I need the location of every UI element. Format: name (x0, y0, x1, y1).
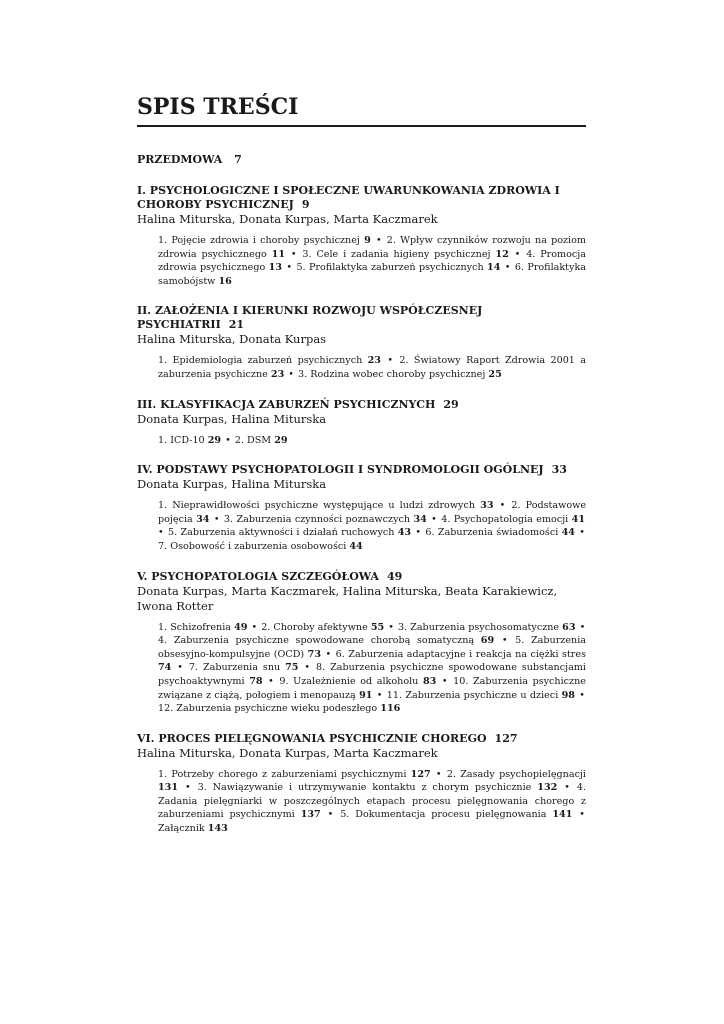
section-label: 1. Schizofrenia (158, 621, 232, 633)
section-entry[interactable] (158, 622, 247, 633)
bullet-separator: • (494, 500, 511, 512)
section-page: 16 (218, 275, 232, 287)
section-label: 5. Dokumentacja procesu pielęgnowania (340, 809, 547, 821)
section-page: 49 (234, 621, 248, 633)
section-label: 3. Nawiązywanie i utrzymywanie kontaktu z chorym psychicznie (197, 782, 532, 794)
section-label: 2. DSM (234, 434, 272, 446)
section-page: 34 (413, 513, 427, 525)
section-entry[interactable] (158, 435, 221, 446)
section-page: 55 (370, 621, 385, 633)
section-page: 29 (207, 434, 222, 446)
section-label: 1. Pojęcie zdrowia i choroby psychicznej (158, 235, 360, 246)
chapter-entry (137, 570, 586, 716)
section-list (158, 434, 586, 448)
section-entry[interactable] (158, 703, 400, 714)
bullet-separator: • (222, 434, 234, 446)
section-label: 8. Zaburzenia psychiczne spowodowane substancjami psychoaktywnymi (158, 662, 586, 687)
bullet-separator: • (573, 809, 585, 821)
section-entry[interactable] (158, 500, 494, 511)
chapter-authors: Halina Miturska, Donata Kurpas (137, 332, 327, 347)
bullet-separator: • (286, 248, 302, 260)
section-page: 44 (349, 540, 363, 552)
chapter-title-text: VI. PROCES PIELĘGNOWANIA PSYCHICZNIE CHOREGO (137, 731, 487, 745)
section-page: 75 (285, 662, 299, 674)
section-page: 98 (561, 689, 575, 701)
chapter-authors: Halina Miturska, Donata Kurpas, Marta Kaczmarek (137, 745, 438, 760)
section-page: 44 (561, 527, 575, 539)
chapter-title[interactable] (137, 304, 586, 332)
bullet-separator: • (299, 662, 316, 674)
section-label: 5. Profilaktyka zaburzeń psychicznych (296, 262, 484, 274)
section-list (158, 621, 586, 716)
bullet-separator: • (210, 513, 223, 525)
section-label: 9. Uzależnienie od alkoholu (279, 675, 419, 687)
bullet-separator: • (371, 235, 386, 246)
chapter-list (137, 184, 586, 836)
chapter-entry (137, 304, 586, 381)
chapter-title[interactable] (137, 570, 586, 584)
section-page: 25 (488, 368, 502, 380)
section-label: 4. Psychopatologia emocji (441, 513, 569, 525)
bullet-separator: • (385, 621, 397, 633)
section-page: 83 (422, 675, 437, 687)
bullet-separator: • (172, 662, 188, 674)
section-page: 23 (367, 355, 381, 367)
section-label: 12. Zaburzenia psychiczne wieku podeszłego (158, 703, 378, 715)
section-entry[interactable] (261, 622, 384, 633)
section-label: 11. Zaburzenia psychiczne u dzieci (386, 689, 559, 701)
section-entry[interactable] (168, 527, 411, 538)
section-page: 127 (410, 768, 431, 780)
section-label: 7. Zaburzenia snu (188, 662, 281, 674)
chapter-page: 127 (494, 731, 518, 745)
preface-label: PRZEDMOWA (137, 153, 223, 166)
bullet-separator: • (179, 782, 197, 794)
chapter-title-text: V. PSYCHOPATOLOGIA SZCZEGÓŁOWA (137, 569, 379, 583)
section-label: 2. Wpływ czynników rozwoju na poziom zdrowia psychicznego (158, 235, 586, 260)
chapter-title[interactable] (137, 463, 586, 477)
section-entry[interactable] (441, 514, 585, 525)
section-label: 1. Nieprawidłowości psychiczne występujące u ludzi zdrowych (158, 500, 476, 512)
section-entry[interactable] (158, 823, 228, 834)
bullet-separator: • (431, 768, 446, 780)
chapter-authors: Donata Kurpas, Halina Miturska (137, 411, 327, 426)
section-page: 143 (207, 823, 228, 835)
section-label: 3. Rodzina wobec choroby psychicznej (298, 368, 486, 380)
section-entry[interactable] (158, 769, 431, 780)
section-entry[interactable] (158, 355, 381, 366)
section-entry[interactable] (279, 676, 436, 687)
section-list (158, 234, 586, 288)
chapter-page: 9 (301, 198, 310, 211)
section-page: 74 (158, 662, 172, 674)
section-label: 3. Zaburzenia czynności poznawczych (223, 513, 411, 525)
section-label: 7. Osobowość i zaburzenia osobowości (158, 540, 347, 552)
chapter-title[interactable] (137, 184, 586, 212)
section-label: 6. Zaburzenia świadomości (425, 527, 559, 539)
section-page: 33 (480, 500, 494, 512)
section-entry[interactable] (296, 262, 500, 273)
bullet-separator: • (437, 675, 453, 687)
bullet-separator: • (576, 621, 586, 633)
section-entry[interactable] (235, 435, 288, 446)
bullet-separator: • (427, 513, 441, 525)
section-page: 69 (480, 635, 495, 647)
section-entry[interactable] (158, 541, 363, 552)
section-entry[interactable] (340, 809, 572, 820)
bullet-separator: • (381, 355, 399, 367)
bullet-separator: • (321, 809, 340, 821)
section-label: 4. Zadania pielęgniarki w poszczególnych etapach procesu pielęgnowania chorego z zaburzeniami psychicznymi (158, 782, 586, 821)
section-page: 34 (196, 513, 210, 525)
section-entry[interactable] (224, 514, 427, 525)
bullet-separator: • (283, 262, 296, 274)
section-label: 2. Zasady psychopielęgnacji (446, 768, 586, 780)
chapter-entry (137, 398, 586, 448)
section-entry[interactable] (398, 622, 576, 633)
section-entry[interactable] (198, 782, 558, 793)
section-page: 23 (270, 368, 285, 380)
chapter-page: 21 (228, 318, 245, 332)
section-label: 3. Cele i zadania higieny psychicznej (302, 248, 491, 260)
bullet-separator: • (285, 368, 298, 380)
bullet-separator: • (575, 689, 585, 701)
bullet-separator: • (575, 527, 585, 539)
section-list (158, 354, 586, 381)
section-page: 78 (249, 675, 263, 687)
chapter-title-text: I. PSYCHOLOGICZNE I SPOŁECZNE UWARUNKOWANIA ZDROWIA I CHOROBY PSYCHICZNEJ (137, 184, 560, 211)
preface-entry[interactable] (137, 153, 586, 166)
chapter-page: 49 (386, 569, 403, 583)
title-rule (137, 125, 586, 127)
section-list (158, 768, 586, 836)
chapter-entry (137, 463, 586, 553)
section-page: 91 (359, 689, 373, 701)
section-page: 14 (487, 262, 501, 274)
section-entry[interactable] (387, 690, 575, 701)
bullet-separator: • (509, 248, 526, 260)
section-entry[interactable] (302, 249, 508, 260)
section-label: 5. Zaburzenia obsesyjno-kompulsyjne (OCD) (158, 635, 586, 660)
section-page: 132 (537, 782, 558, 794)
chapter-page: 29 (443, 397, 459, 411)
chapter-authors: Donata Kurpas, Halina Miturska (137, 477, 327, 492)
section-page: 41 (571, 513, 586, 525)
section-label: 2. Choroby afektywne (261, 621, 368, 633)
chapter-title[interactable] (137, 732, 586, 746)
section-entry[interactable] (158, 235, 371, 246)
section-label: Załącznik (158, 823, 205, 835)
section-page: 9 (364, 235, 371, 246)
section-entry[interactable] (189, 662, 299, 673)
section-page: 63 (562, 621, 576, 633)
section-label: 2. Światowy Raport Zdrowia 2001 a zaburzenia psychiczne (158, 355, 586, 380)
table-of-contents (137, 93, 586, 852)
chapter-entry (137, 732, 586, 836)
section-label: 1. ICD-10 (158, 434, 205, 446)
section-page: 12 (495, 248, 509, 260)
section-page: 43 (397, 527, 412, 539)
chapter-title-text: II. ZAŁOŻENIA I KIERUNKI ROZWOJU WSPÓŁCZESNEJ PSYCHIATRII (137, 304, 483, 332)
section-label: 3. Zaburzenia psychosomatyczne (397, 621, 560, 633)
bullet-separator: • (373, 689, 386, 701)
section-page: 13 (268, 262, 282, 274)
section-entry[interactable] (298, 369, 502, 380)
bullet-separator: • (501, 262, 514, 274)
bullet-separator: • (158, 527, 167, 539)
bullet-separator: • (248, 621, 261, 633)
bullet-separator: • (558, 782, 576, 794)
chapter-title-text: III. KLASYFIKACJA ZABURZEŃ PSYCHICZNYCH (137, 397, 436, 411)
section-label: 4. Zaburzenia psychiczne spowodowane chorobą somatyczną (158, 635, 475, 647)
section-label: 2. Podstawowe pojęcia (158, 500, 586, 525)
bullet-separator: • (495, 635, 515, 647)
chapter-title-text: IV. PODSTAWY PSYCHOPATOLOGII I SYNDROMOLOGII OGÓLNEJ (137, 463, 544, 477)
preface-page: 7 (234, 153, 242, 166)
bullet-separator: • (322, 648, 335, 660)
section-label: 1. Epidemiologia zaburzeń psychicznych (158, 355, 363, 367)
section-page: 116 (380, 703, 401, 715)
section-page: 137 (300, 809, 321, 821)
section-list (158, 499, 586, 553)
section-page: 141 (552, 809, 573, 821)
section-page: 29 (274, 434, 288, 446)
section-label: 10. Zaburzenia psychiczne związane z ciążą, połogiem i menopauzą (158, 675, 586, 701)
section-label: 1. Potrzeby chorego z zaburzeniami psychicznymi (158, 768, 407, 780)
bullet-separator: • (412, 527, 425, 539)
section-entry[interactable] (158, 635, 494, 646)
chapter-page: 33 (551, 463, 567, 477)
section-label: 6. Profilaktyka samobójstw (158, 262, 586, 287)
section-page: 131 (158, 782, 179, 794)
section-entry[interactable] (425, 527, 575, 538)
section-page: 11 (271, 248, 285, 260)
chapter-title[interactable] (137, 398, 586, 412)
section-label: 6. Zaburzenia adaptacyjne i reakcja na ciężki stres (335, 648, 586, 660)
section-label: 5. Zaburzenia aktywności i działań ruchowych (167, 527, 395, 539)
bullet-separator: • (263, 675, 279, 687)
section-page: 73 (307, 648, 322, 660)
chapter-authors: Halina Miturska, Donata Kurpas, Marta Kaczmarek (137, 212, 438, 226)
chapter-entry (137, 184, 586, 288)
chapter-authors: Donata Kurpas, Marta Kaczmarek, Halina Miturska, Beata Karakiewicz, Iwona Rotter (137, 583, 558, 613)
section-label: 4. Promocja zdrowia psychicznego (158, 248, 586, 274)
page-title: SPIS TREŚCI (137, 94, 299, 120)
